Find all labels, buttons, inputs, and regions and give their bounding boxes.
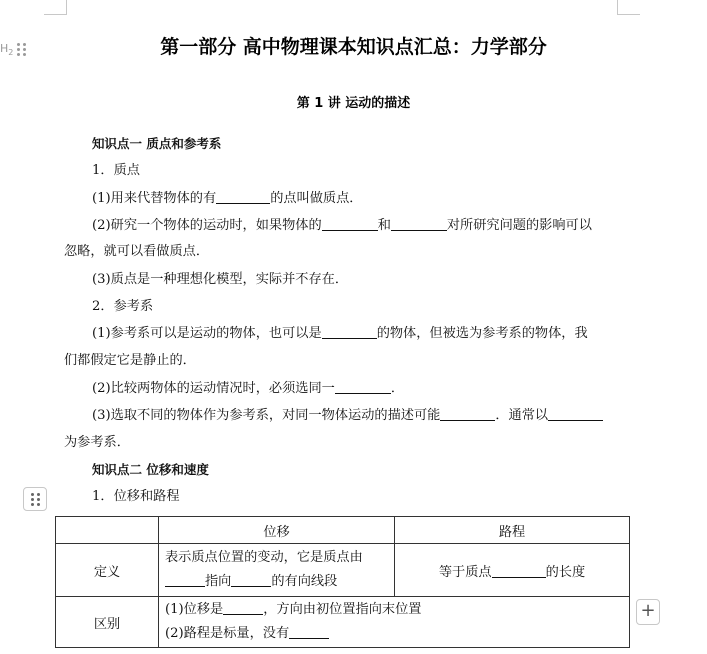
fill-blank	[335, 380, 391, 394]
table-header-row	[56, 517, 630, 544]
column-header-displacement[interactable]: 位移	[159, 517, 395, 544]
displacement-definition-line1: 表示质点位置的变动，它是质点由	[165, 550, 363, 565]
row-header-difference[interactable]: 区别	[56, 597, 159, 648]
paragraph-p3: (3)质点是一种理想化模型，实际并不存在．	[92, 272, 349, 287]
paragraph-p1: (1)用来代替物体的有 的点叫做质点．	[92, 191, 363, 206]
page-corner-mark-left	[44, 0, 67, 15]
heading-badge-label: $H_2$	[0, 42, 14, 58]
fill-blank	[289, 625, 329, 639]
comparison-table	[55, 516, 630, 648]
path-definition-cell[interactable]: 等于质点 的长度	[395, 544, 630, 597]
table-cell[interactable]	[56, 517, 159, 544]
paragraph-p2-cont: 忽略，就可以看做质点．	[64, 244, 210, 259]
section1-item1: 1．质点	[92, 163, 140, 178]
displacement-definition-line2: 指向 的有向线段	[165, 570, 388, 594]
fill-blank	[440, 407, 495, 421]
row-header-definition[interactable]: 定义	[56, 544, 159, 597]
page-corner-mark-right	[617, 0, 640, 15]
block-drag-handle-icon[interactable]	[23, 487, 47, 511]
fill-blank	[322, 217, 378, 231]
paragraph-r1-cont: 们都假定它是静止的．	[64, 353, 196, 368]
displacement-definition-cell[interactable]	[159, 544, 395, 597]
table-row	[56, 544, 630, 597]
section2-heading: 知识点二 位移和速度	[92, 462, 209, 477]
section2-item1: 1．位移和路程	[92, 489, 180, 504]
document-title: 第一部分 高中物理课本知识点汇总：力学部分	[160, 36, 547, 58]
add-row-button[interactable]: +	[636, 599, 660, 625]
fill-blank	[492, 564, 546, 578]
section1-heading: 知识点一 质点和参考系	[92, 136, 222, 151]
paragraph-r2: (2)比较两物体的运动情况时，必须选同一 ．	[92, 381, 405, 396]
fill-blank	[231, 573, 271, 587]
paragraph-r1: (1)参考系可以是运动的物体，也可以是 的物体，但被选为参考系的物体，我	[92, 326, 588, 341]
difference-cell[interactable]	[159, 597, 630, 648]
difference-line2: (2)路程是标量，没有	[165, 622, 623, 646]
fill-blank	[165, 573, 205, 587]
column-header-path[interactable]: 路程	[395, 517, 630, 544]
paragraph-p2: (2)研究一个物体的运动时，如果物体的 和 对所研究问题的影响可以	[92, 218, 592, 233]
lecture-heading: 第 1 讲 运动的描述	[296, 96, 411, 111]
table-row	[56, 597, 630, 648]
paragraph-r3-cont: 为参考系．	[64, 435, 130, 450]
section1-item2: 2．参考系	[92, 299, 154, 314]
fill-blank	[223, 601, 263, 615]
fill-blank	[216, 190, 270, 204]
fill-blank	[322, 325, 377, 339]
paragraph-r3: (3)选取不同的物体作为参考系，对同一物体运动的描述可能 ．通常以	[92, 407, 603, 425]
fill-blank	[548, 407, 603, 421]
fill-blank	[391, 217, 447, 231]
difference-line1: (1)位移是 ，方向由初位置指向末位置	[165, 602, 422, 617]
